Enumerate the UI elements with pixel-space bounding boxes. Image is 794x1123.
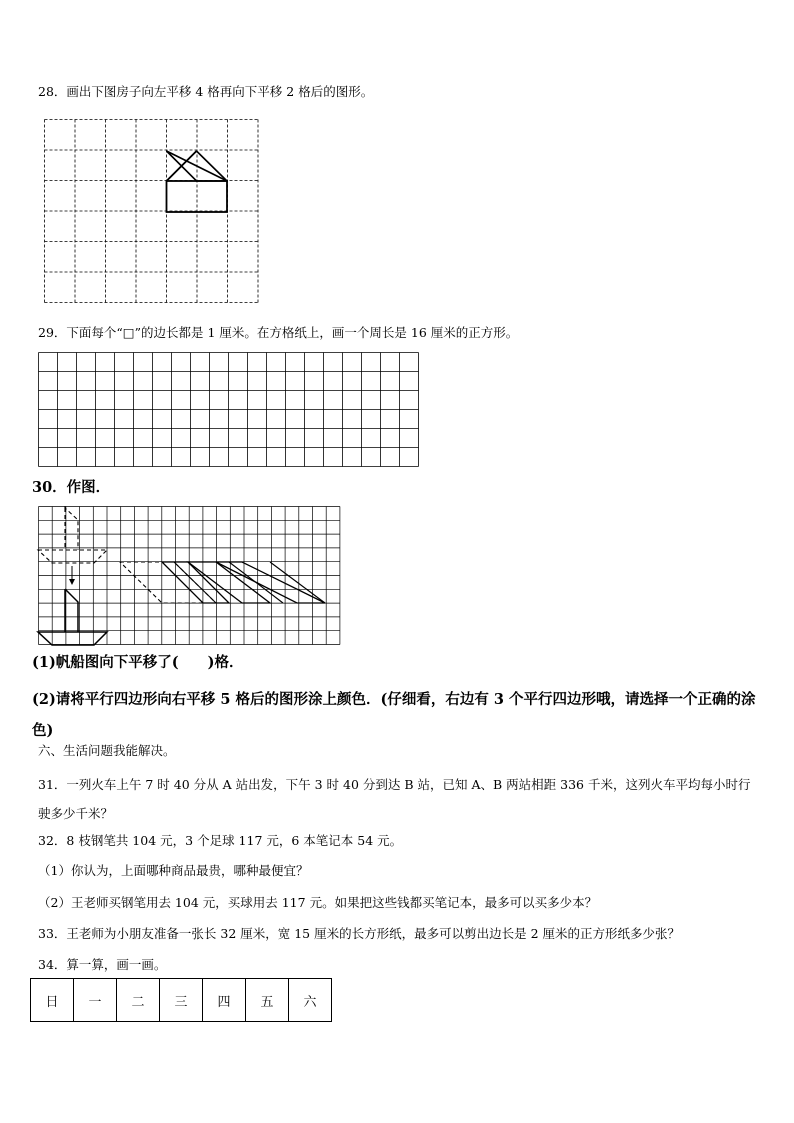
house-grid[interactable] bbox=[44, 119, 260, 303]
weekday-cell[interactable]: 五 bbox=[246, 979, 289, 1022]
weekday-row bbox=[31, 979, 332, 1022]
parallelogram-option-3[interactable] bbox=[216, 562, 325, 603]
question-32: 32．8 枝钢笔共 104 元，3 个足球 117 元，6 本笔记本 54 元。 bbox=[38, 833, 403, 848]
sailboat-dashed bbox=[38, 506, 107, 563]
parallelogram-diag-2 bbox=[229, 562, 283, 603]
question-30-part-1: (1)帆船图向下平移了( )格． bbox=[32, 654, 244, 671]
weekday-table bbox=[30, 978, 332, 1022]
parallelogram-diag-3 bbox=[270, 562, 325, 603]
weekday-cell[interactable]: 四 bbox=[203, 979, 246, 1022]
question-34: 34．算一算，画一画。 bbox=[38, 957, 167, 972]
weekday-cell[interactable]: 一 bbox=[74, 979, 117, 1022]
drawing-grid[interactable] bbox=[38, 506, 340, 646]
question-31: 31．一列火车上午 7 时 40 分从 A 站出发，下午 3 时 40 分到达 B 站，已知 A、B 两站相距 336 千米，这列火车平均每小时行驶多少千米？ bbox=[38, 777, 751, 821]
question-30-part-2: (2)请将平行四边形向右平移 5 格后的图形涂上颜色．(仔细看，右边有 3 个平行四边形哦，请选择一个正确的涂色) bbox=[32, 691, 756, 739]
question-29: 29．下面每个“□”的边长都是 1 厘米。在方格纸上，画一个周长是 16 厘米的正方形。 bbox=[38, 325, 519, 340]
section-6-heading: 六、生活问题我能解决。 bbox=[38, 743, 176, 758]
weekday-cell[interactable]: 二 bbox=[117, 979, 160, 1022]
weekday-cell[interactable]: 六 bbox=[289, 979, 332, 1022]
square-grid[interactable] bbox=[38, 352, 418, 468]
question-32-part-2: （2）王老师买钢笔用去 104 元，买球用去 117 元。如果把这些钱都买笔记本，最多可以买多少本？ bbox=[38, 895, 598, 910]
weekday-cell[interactable]: 日 bbox=[31, 979, 74, 1022]
question-28: 28．画出下图房子向左平移 4 格再向下平移 2 格后的图形。 bbox=[38, 84, 374, 99]
question-33: 33．王老师为小朋友准备一张长 32 厘米，宽 15 厘米的长方形纸，最多可以剪出边长是 2 厘米的正方形纸多少张？ bbox=[38, 926, 681, 941]
question-32-part-1: （1）你认为，上面哪种商品最贵，哪种最便宜？ bbox=[38, 863, 309, 878]
weekday-cell[interactable]: 三 bbox=[160, 979, 203, 1022]
house-roof-right-edge bbox=[197, 151, 228, 181]
question-30: 30．作图． bbox=[32, 479, 111, 496]
